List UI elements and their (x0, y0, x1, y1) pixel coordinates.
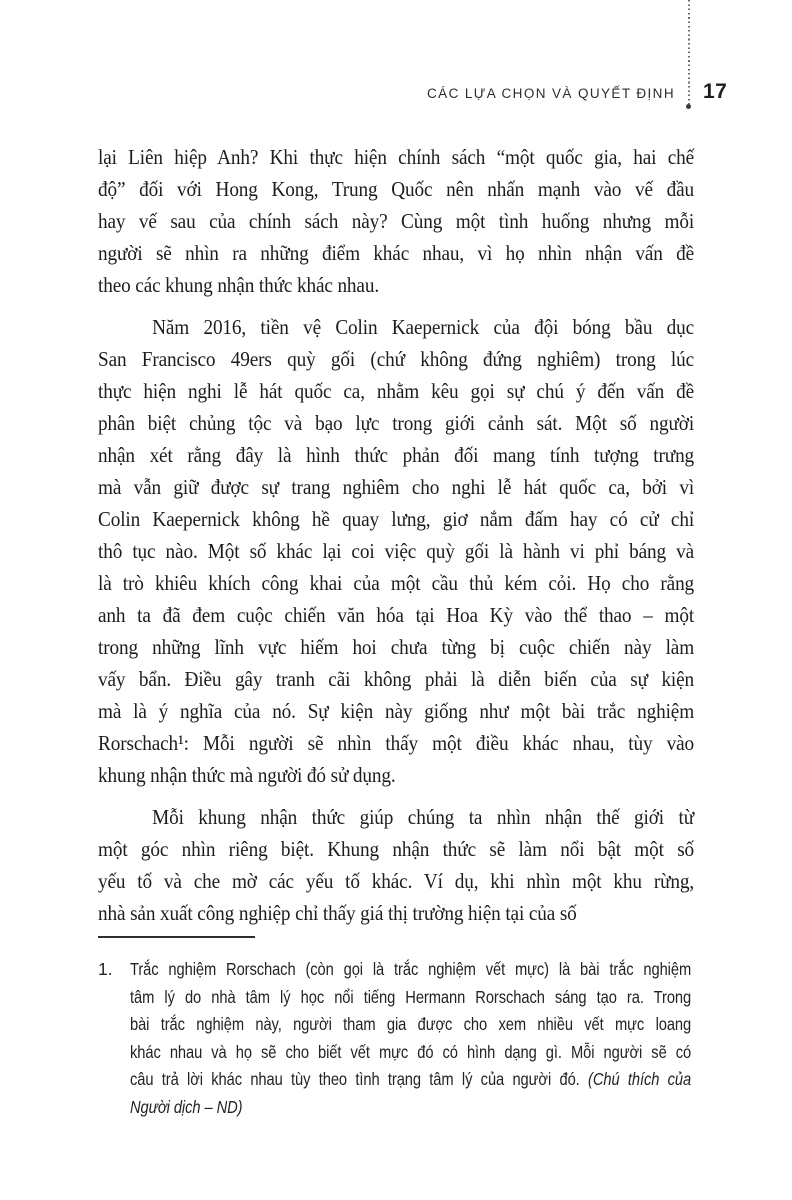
text-line: thực hiện nghi lễ hát quốc ca, nhằm kêu gọi sự chú ý đến vấn đề (98, 379, 695, 403)
footnote-number: 1. (98, 959, 113, 979)
text-line: trong những lĩnh vực hiếm hoi chưa từng bị cuộc chiến này làm (98, 635, 695, 659)
text-line: anh ta đã đem cuộc chiến văn hóa tại Hoa Kỳ vào thể thao – một (98, 603, 695, 627)
page-number: 17 (703, 80, 728, 103)
text-line: là trò khiêu khích công khai của một cầu thủ kém cỏi. Họ cho rằng (98, 571, 695, 595)
text-line: nhận xét rằng đây là hình thức phản đối mang tính tượng trưng (98, 443, 695, 467)
text-line: San Francisco 49ers quỳ gối (chứ không đứng nghiêm) trong lúc (98, 347, 695, 371)
text-line: một góc nhìn riêng biệt. Khung nhận thức sẽ làm nổi bật một số (98, 837, 695, 861)
text-line: Năm 2016, tiền vệ Colin Kaepernick của đội bóng bầu dục (152, 315, 695, 339)
running-head-title: CÁC LỰA CHỌN VÀ QUYẾT ĐỊNH (427, 86, 675, 101)
text-line: lại Liên hiệp Anh? Khi thực hiện chính sách “một quốc gia, hai chế (98, 145, 695, 169)
text-line: phân biệt chủng tộc và bạo lực trong giới cảnh sát. Một số người (98, 411, 695, 435)
text-line: hay vế sau của chính sách này? Cùng một tình huống nhưng mỗi (98, 209, 695, 233)
footnote-separator (98, 936, 255, 938)
text-line: Mỗi khung nhận thức giúp chúng ta nhìn nhận thế giới từ (152, 805, 695, 829)
text-line: Colin Kaepernick không hề quay lưng, giơ nắm đấm hay có cử chỉ (98, 507, 695, 531)
footnote (98, 956, 792, 1121)
footnote-italic-segment: Người dịch – ND) (130, 1096, 243, 1117)
footnote-line (130, 1094, 691, 1122)
footnote-segment: câu trả lời khác nhau tùy theo tình trạng tâm lý của người đó. (130, 1069, 589, 1089)
text-line: khung nhận thức mà người đó sử dụng. (98, 763, 396, 787)
paragraph (98, 801, 694, 929)
footnote-line (130, 1011, 691, 1039)
footnote-italic-segment: (Chú thích của (588, 1069, 692, 1089)
text-line: mà vẫn giữ được sự trang nghiêm cho nghi lễ hát quốc ca, bởi vì (98, 475, 695, 499)
paragraph (98, 141, 694, 301)
footnote-line (130, 1039, 691, 1067)
footnote-segment: Trắc nghiệm Rorschach (còn gọi là trắc nghiệm vết mực) là bài trắc nghiệm (130, 959, 692, 979)
footnote-line (130, 956, 691, 984)
footnote-segment: tâm lý do nhà tâm lý học nổi tiếng Hermann Rorschach sáng tạo ra. Trong (130, 986, 692, 1007)
text-line: người sẽ nhìn ra những điểm khác nhau, vì họ nhìn nhận vấn đề (98, 241, 695, 265)
text-line: Rorschach¹: Mỗi người sẽ nhìn thấy một điều khác nhau, tùy vào (98, 731, 695, 755)
text-line: mà là ý nghĩa của nó. Sự kiện này giống như một bài trắc nghiệm (98, 699, 695, 723)
rule-end-dot-icon (686, 104, 691, 109)
text-line: theo các khung nhận thức khác nhau. (98, 273, 380, 297)
text-line: thô tục nào. Một số khác lại coi việc quỳ gối là hành vi phỉ báng và (98, 539, 695, 563)
footnote-line (130, 1066, 691, 1094)
text-line: yếu tố và che mờ các yếu tố khác. Ví dụ, khi nhìn một khu rừng, (98, 869, 695, 893)
footnote-line (130, 984, 691, 1012)
text-line: độ” đối với Hong Kong, Trung Quốc nên nhấn mạnh vào vế đầu (98, 177, 695, 201)
footnote-segment: bài trắc nghiệm này, người tham gia được cho xem nhiều vết mực loang (130, 1014, 692, 1034)
body-text (98, 141, 694, 929)
text-line: nhà sản xuất công nghiệp chỉ thấy giá thị trường hiện tại của số (98, 901, 577, 925)
footnote-text (130, 956, 691, 1121)
dotted-vertical-rule (688, 0, 690, 104)
text-line: vấy bẩn. Điều gây tranh cãi không phải là diễn biến của sự kiện (98, 667, 695, 691)
paragraph (98, 311, 694, 791)
footnote-segment: khác nhau và họ sẽ cho biết vết mực đó có hình dạng gì. Mỗi người sẽ có (130, 1041, 692, 1062)
